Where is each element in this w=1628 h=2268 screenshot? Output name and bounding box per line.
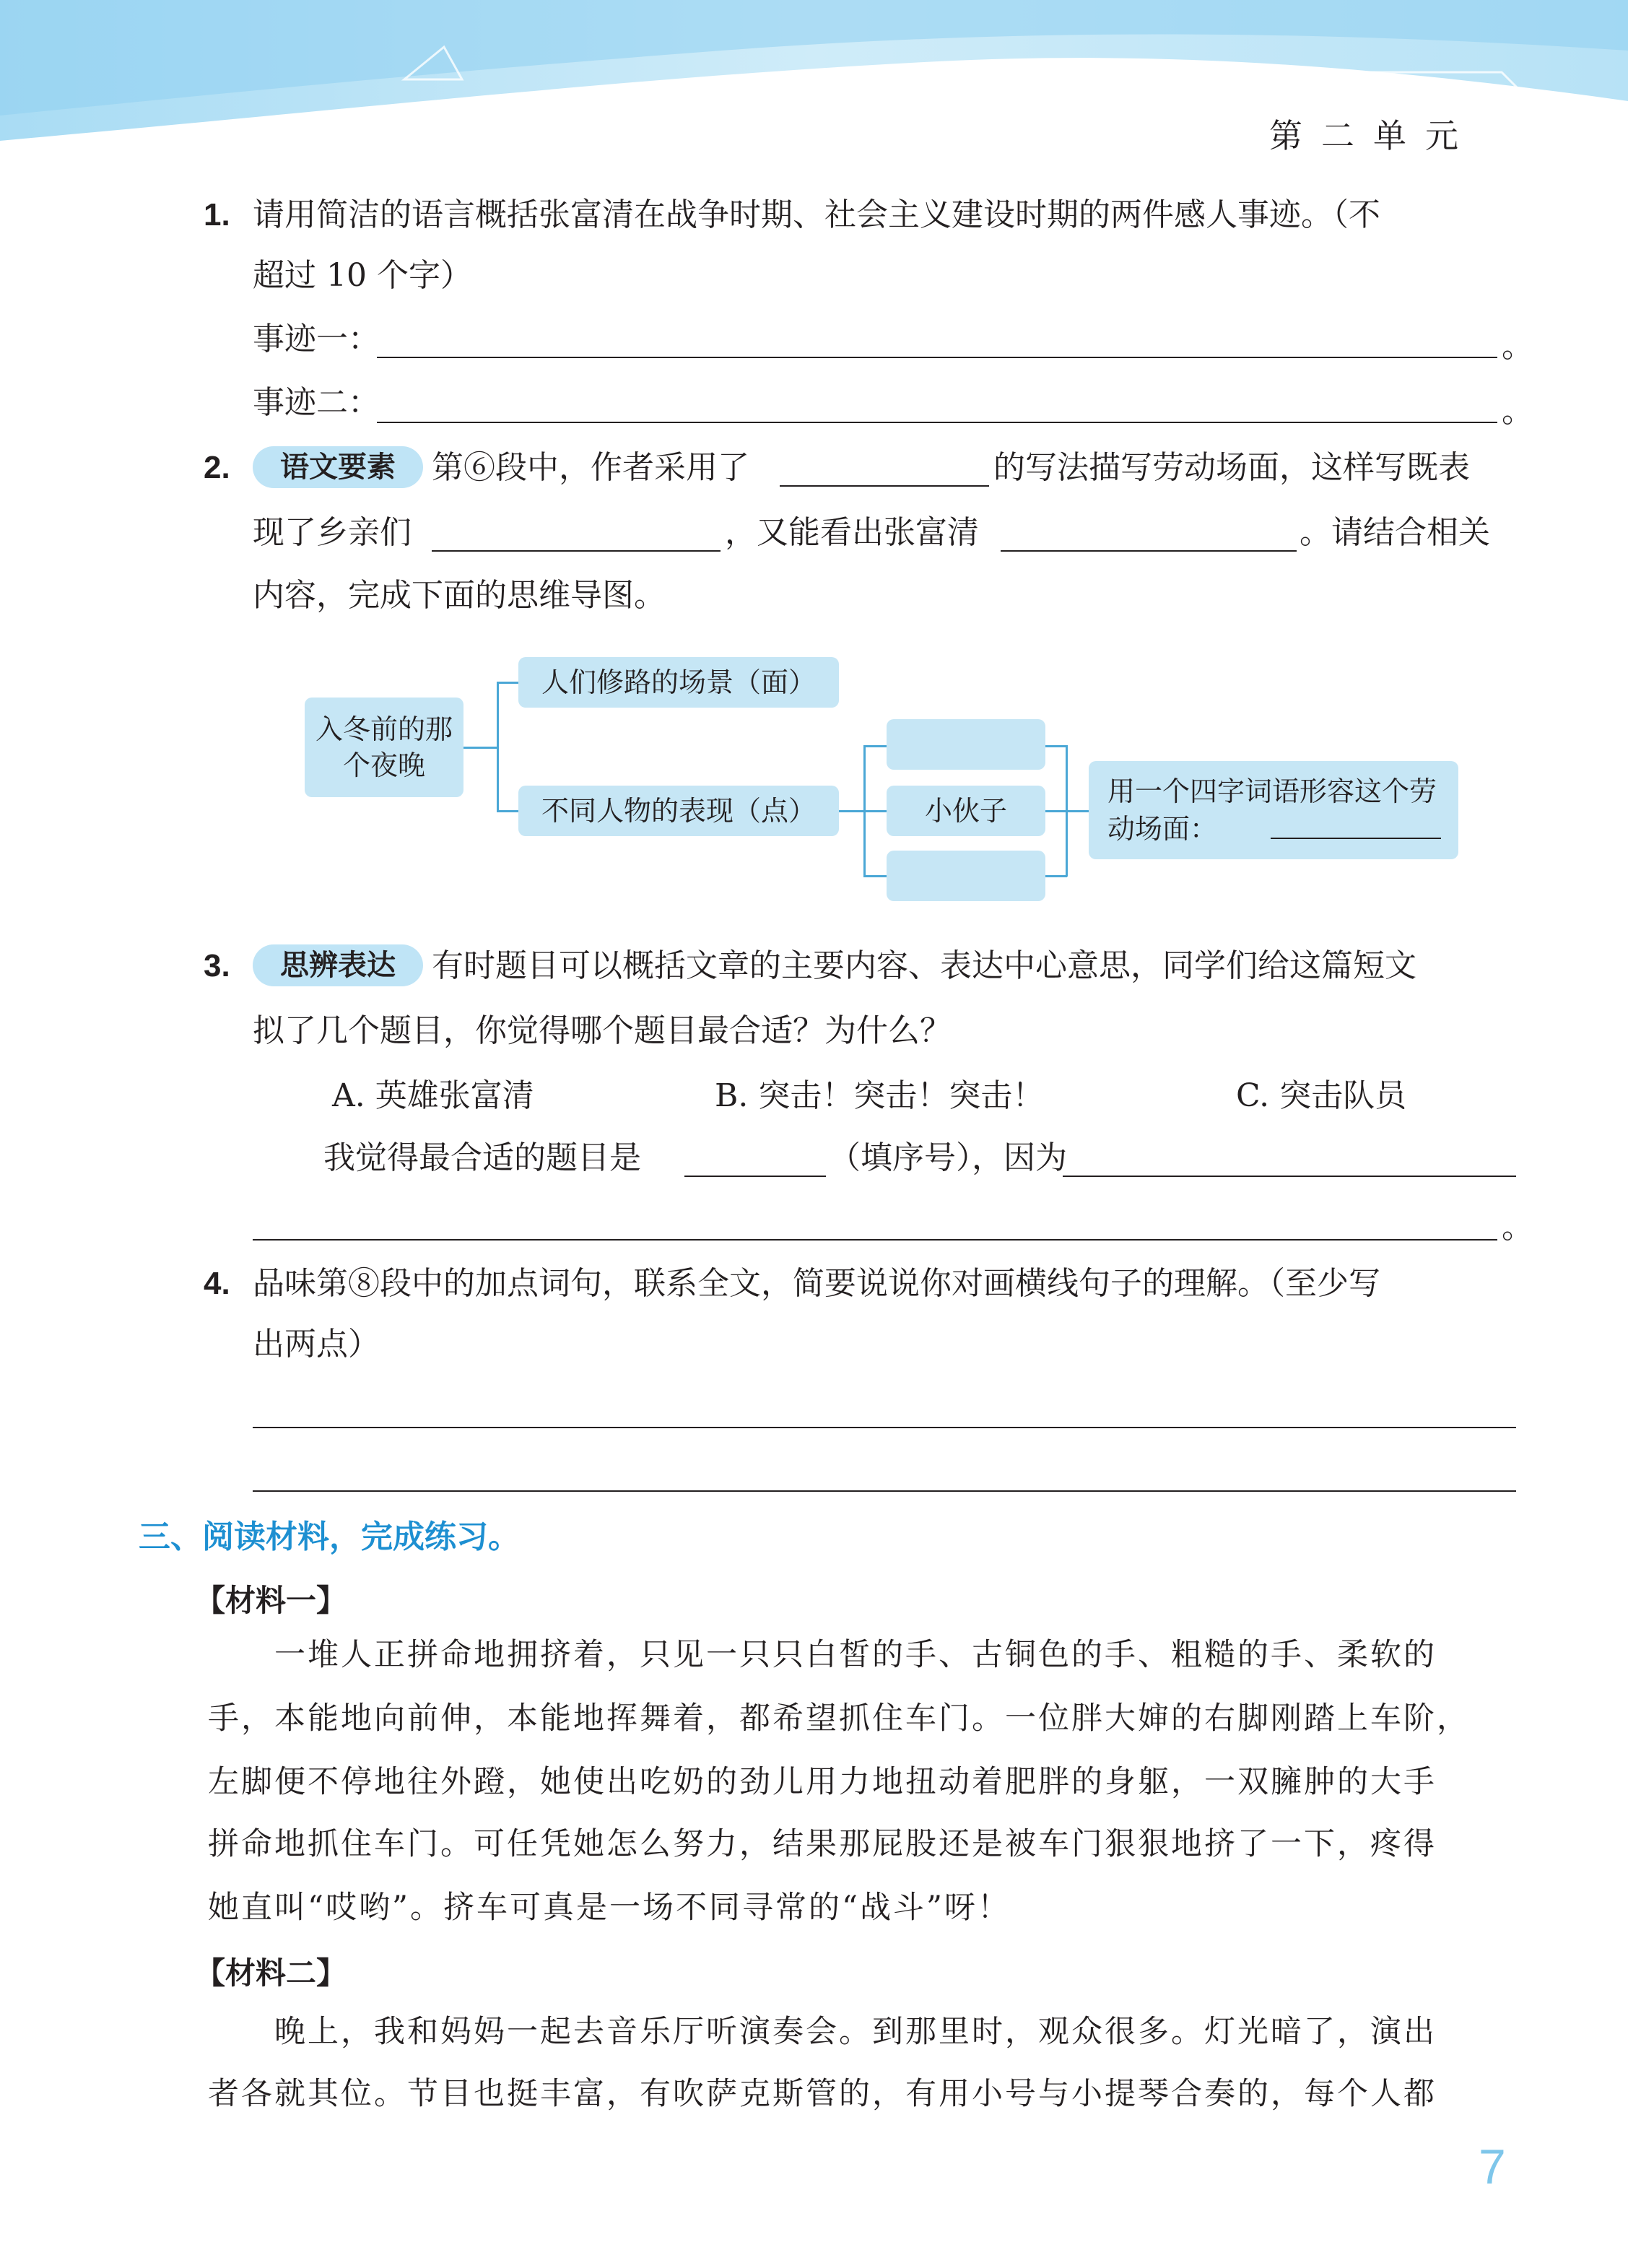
question-2-blank-2[interactable] [432,550,721,552]
deed-1-label: 事迹一： [253,321,380,357]
deed-2-answer-line[interactable] [377,422,1497,423]
deed-1-period: 。 [1502,328,1533,365]
question-4-line1: 品味第⑧段中的加点词句，联系全文，简要说说你对画横线句子的理解。（至少写 [253,1265,1380,1302]
option-a[interactable]: A. 英雄张富清 [332,1077,534,1114]
question-2-line3: 内容，完成下面的思维导图。 [253,577,666,614]
question-2-part-a: 第⑥段中，作者采用了 [432,449,749,486]
deed-1-answer-line[interactable] [377,357,1497,358]
deed-2-label: 事迹二： [253,384,380,421]
mindmap-connector [839,810,865,812]
mindmap-connector [463,747,498,749]
material-2-line: 晚上，我和妈妈一起去音乐厅听演奏会。到那里时，观众很多。灯光暗了，演出 [274,2014,1437,2050]
question-2-part-d: ，又能看出张富清 [725,514,979,551]
mindmap-right-box [1089,761,1458,859]
mindmap-branch-people: 不同人物的表现（点） [518,786,839,836]
tag-critical-expression: 思辨表达 [253,944,423,986]
question-4-number: 4. [204,1266,230,1301]
question-2-blank-1[interactable] [780,485,989,487]
question-2-part-c: 现了乡亲们 [253,514,412,551]
question-3-answer-a: 我觉得最合适的题目是 [323,1139,641,1176]
mindmap-four-char-blank[interactable] [1271,838,1441,839]
question-3-number: 3. [204,948,230,983]
option-c[interactable]: C. 突击队员 [1236,1077,1407,1114]
question-4-answer-line-2[interactable] [253,1490,1516,1492]
question-1-line1: 请用简洁的语言概括张富清在战争时期、社会主义建设时期的两件感人事迹。（不 [253,196,1380,233]
question-3-answer-b: （填序号），因为 [829,1139,1067,1176]
question-2-part-b: 的写法描写劳动场面，这样写既表 [993,449,1470,486]
material-2-label: 【材料二】 [195,1955,347,1991]
question-2-part-e: 。请结合相关 [1300,514,1490,551]
tag-chinese-elements: 语文要素 [253,446,423,488]
material-1-line: 手，本能地向前伸，本能地挥舞着，都希望抓住车门。一位胖大婶的右脚刚踏上车阶， [208,1700,1470,1737]
mindmap-connector [1045,810,1067,812]
material-2-line: 者各就其位。节目也挺丰富，有吹萨克斯管的，有用小号与小提琴合奏的，每个人都 [208,2076,1437,2112]
mindmap-connector [497,810,518,812]
material-1-line: 左脚便不停地往外蹬，她使出吃奶的劲儿用力地扭动着肥胖的身躯，一双臃肿的大手 [208,1764,1437,1800]
mindmap-blank-top[interactable] [887,719,1045,770]
mindmap-connector [863,810,887,812]
unit-title: 第二单元 [1269,116,1477,155]
question-1-line2: 超过 10 个字） [253,257,472,294]
question-4-answer-line-1[interactable] [253,1427,1516,1428]
mindmap-middle: 小伙子 [887,786,1045,836]
mindmap-right-text: 用一个四字词语形容这个劳动场面： [1107,775,1437,845]
mindmap-connector [863,745,887,747]
question-2-number: 2. [204,450,230,485]
mindmap-connector [497,682,499,812]
mindmap-connector [1066,810,1089,812]
question-3-line2: 拟了几个题目，你觉得哪个题目最合适？为什么？ [253,1012,952,1049]
mindmap-connector [497,682,518,684]
question-2-blank-3[interactable] [1001,550,1297,552]
deed-2-period: 。 [1502,393,1533,430]
page-number: 7 [1479,2139,1506,2194]
mindmap-branch-scene: 人们修路的场景（面） [518,657,839,708]
mindmap-blank-bottom[interactable] [887,851,1045,901]
question-3-reason-blank-2[interactable] [253,1239,1497,1241]
mindmap-connector [863,875,887,877]
question-3-choice-blank[interactable] [684,1176,826,1177]
question-3-period: 。 [1502,1209,1533,1246]
material-1-line: 拼命地抓住车门。可任凭她怎么努力，结果那屁股还是被车门狠狠地挤了一下，疼得 [208,1826,1437,1862]
material-1-line: 一堆人正拼命地拥挤着，只见一只只白皙的手、古铜色的手、粗糙的手、柔软的 [274,1637,1437,1673]
mindmap-root: 入冬前的那个夜晚 [305,698,463,797]
question-3-reason-blank-1[interactable] [1063,1176,1516,1177]
section-3-title: 三、阅读材料，完成练习。 [139,1518,520,1555]
question-4-line2: 出两点） [253,1326,380,1363]
mindmap-connector [1045,745,1067,747]
mindmap-connector [1045,875,1067,877]
option-b[interactable]: B. 突击！突击！突击！ [715,1077,1045,1114]
material-1-line: 她直叫“哎哟”。挤车可真是一场不同寻常的“战斗”呀！ [208,1890,1011,1926]
material-1-label: 【材料一】 [195,1583,347,1618]
question-3-line1: 有时题目可以概括文章的主要内容、表达中心意思，同学们给这篇短文 [432,947,1416,984]
question-1-number: 1. [204,197,230,233]
